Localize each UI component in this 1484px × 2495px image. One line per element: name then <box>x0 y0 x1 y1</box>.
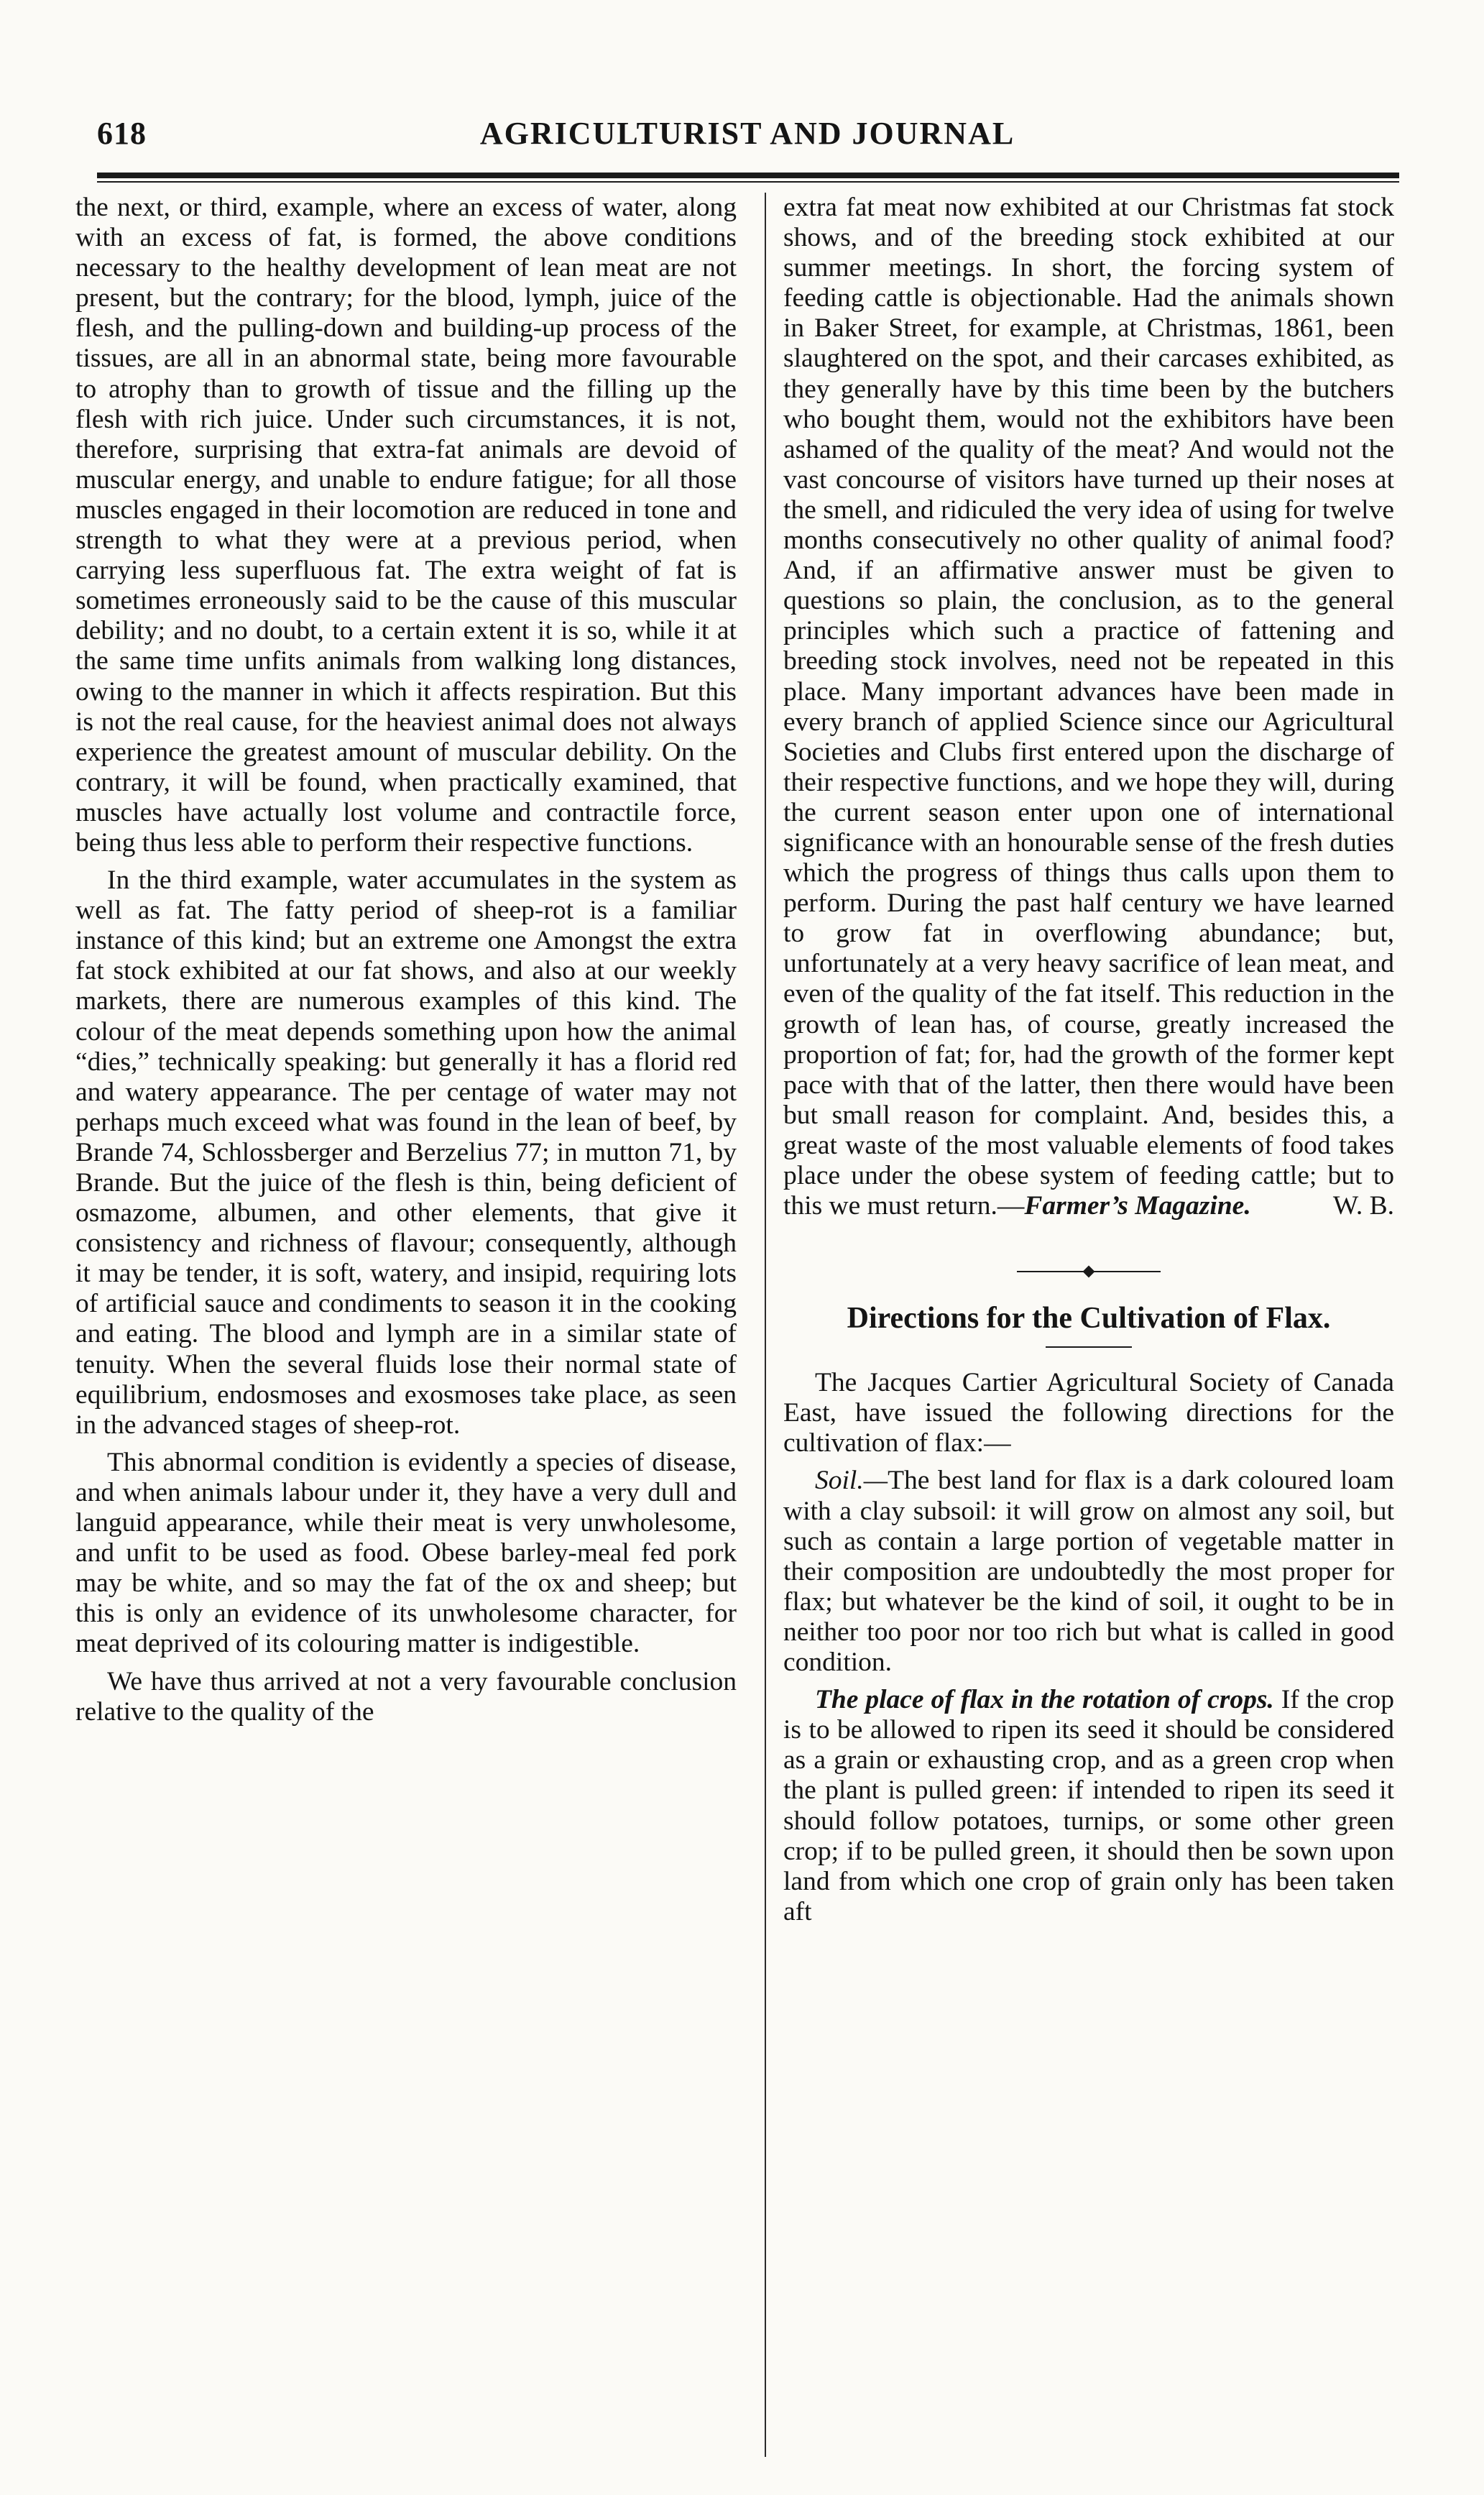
article-signature: W. B. <box>1332 1191 1394 1221</box>
header-rule-thin <box>97 181 1399 183</box>
page-number: 618 <box>97 116 147 151</box>
rotation-paragraph <box>783 1685 1394 1927</box>
soil-text: The best land for flax is a dark coloured loam with a clay subsoil: it will grow on almost any soil, but such as contain a large portion of vegetable matter in their composition are undoubtedly the most proper for flax; but whatever be the kind of soil, it ought to be in neither too poor nor too rich but what is called in good condition. <box>783 1466 1394 1678</box>
article-source: Farmer’s Magazine. <box>1024 1191 1251 1221</box>
left-paragraph-4: We have thus arrived at not a very favourable conclusion relative to the quality of the <box>75 1666 737 1727</box>
rotation-label: The place of flax in the rotation of crops. <box>815 1685 1274 1715</box>
running-title: AGRICULTURIST AND JOURNAL <box>479 116 1015 151</box>
right-column <box>783 193 1394 1927</box>
continued-text: extra fat meat now exhibited at our Christmas fat stock shows, and of the breeding stock exhibited at our summer meetings. In short, the forcing system of feeding cattle is objectionable. Had the animals shown in Baker Street, for example, at Christmas, 1861, been slaughtered on the spot, and their carcases exhibited, as they generally have by this time been by the butchers who bought them, would not the exhibitors have been ashamed of the quality of the meat? And would not the vast concourse of visitors have turned up their noses at the smell, and ridiculed the very idea of using for twelve months consecutively no other quality of animal food? And, if an affirmative answer must be given to questions so plain, the conclusion, as to the general principles which such a practice of fattening and breeding stock involves, need not be repeated in this place. Many important advances have been made in every branch of applied Science since our Agricultural Societies and Clubs first entered upon the discharge of their respective functions, and we hope they will, during the current season enter upon one of international significance with an honourable sense of the fresh duties which the progress of things thus calls upon them to perform. During the past half century we have learned to grow fat in overflowing abundance; but, unfortunately at a very heavy sacrifice of lean meat, and even of the quality of the fat itself. This reduction in the growth of lean has, of course, greatly increased the proportion of fat; for, had the growth of the former kept pace with that of the latter, then there would have been but small reason for complaint. And, besides this, a great waste of the most valuable elements of food takes place under the obese system of feeding cattle; but to this we must return.— <box>783 193 1394 1221</box>
header-rule-thick <box>97 173 1399 178</box>
soil-label: Soil.— <box>815 1466 888 1496</box>
article-title: Directions for the Cultivation of Flax. <box>847 1302 1331 1336</box>
left-paragraph-3: This abnormal condition is evidently a species of disease, and when animals labour under it, they have a very dull and languid appearance, while their meat is very unwholesome, and unfit to be used as food. Obese barley-meal fed pork may be white, and so may the fat of the ox and sheep; but this is only an evidence of its unwholesome character, for meat deprived of its colouring matter is indigestible. <box>75 1447 737 1659</box>
left-column <box>75 193 737 1727</box>
left-paragraph-2: In the third example, water accumulates in the system as well as fat. The fatty period of sheep-rot is a familiar instance of this kind; but an extreme one Amongst the extra fat stock exhibited at our fat shows, and also at our weekly markets, there are numerous examples of this kind. The colour of the meat depends something upon how the animal “dies,” technically speaking: but generally it has a florid red and watery appearance. The per centage of water may not perhaps much exceed what was found in the lean of beef, by Brande 74, Schlossberger and Berzelius 77; in mutton 71, by Brande. But the juice of the flesh is thin, being deficient of osmazome, albumen, and other elements, that give it consistency and richness of flavour; consequently, although it may be tender, it is soft, watery, and insipid, requiring lots of artificial sauce and condiments to season it in the cooking and eating. The blood and lymph are in a similar state of tenuity. When the several fluids lose their normal state of equilibrium, endosmoses and exosmoses take place, as seen in the advanced stages of sheep-rot. <box>75 865 737 1440</box>
rotation-text: If the crop is to be allowed to ripen its seed it should be considered as a grain or exhausting crop, and as a green crop when the plant is pulled green: if intended to ripen its seed it should follow potatoes, turnips, or some other green crop; if to be pulled green, it should then be sown upon land from which one crop of grain only has been taken aft <box>783 1685 1395 1926</box>
title-rule <box>1046 1346 1132 1348</box>
soil-paragraph <box>783 1466 1394 1678</box>
page-header <box>97 115 1398 165</box>
right-paragraph-continued <box>783 193 1394 1221</box>
column-divider <box>765 193 766 2457</box>
left-paragraph-1: the next, or third, example, where an excess of water, along with an excess of fat, is formed, the above conditions necessary to the healthy development of lean meat are not present, but the contrary; for the blood, lymph, juice of the flesh, and the pulling-down and building-up process of the tissues, are all in an abnormal state, being more favourable to atrophy than to growth of tissue and the filling up the flesh with rich juice. Under such circumstances, it is not, therefore, surprising that extra-fat animals are devoid of muscular energy, and unable to endure fatigue; for all those muscles engaged in their locomotion are reduced in tone and strength to what they were at a previous period, when carrying less superfluous fat. The extra weight of fat is sometimes erroneously said to be the cause of this muscular debility; and no doubt, to a certain extent it is so, while it at the same time unfits animals from walking long distances, owing to the manner in which it affects respiration. But this is not the real cause, for the heaviest animal does not always experience the greatest amount of muscular debility. On the contrary, it will be found, when practically examined, that muscles have actually lost volume and contractile force, being thus less able to perform their respective functions. <box>75 193 737 858</box>
article-separator <box>1017 1264 1161 1279</box>
article-intro: The Jacques Cartier Agricultural Society of Canada East, have issued the following directions for the cultivation of flax:— <box>783 1368 1394 1458</box>
